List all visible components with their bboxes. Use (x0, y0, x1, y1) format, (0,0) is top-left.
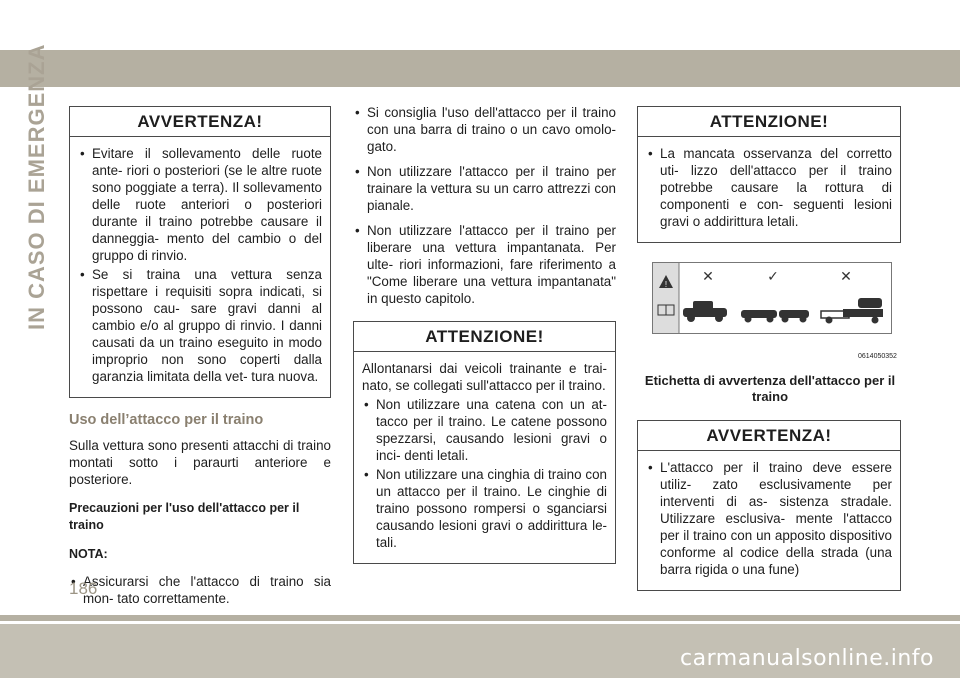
chapter-title: IN CASO DI EMERGENZA (24, 43, 49, 330)
image-code: 0614050352 (858, 353, 897, 360)
image-caption: Etichetta di avvertenza dell'attacco per il traino (644, 373, 896, 404)
footer-line (0, 615, 960, 621)
column-1 (69, 106, 331, 609)
cross-icon: ✕ (840, 269, 852, 285)
paragraph: Sulla vettura sono presenti attacchi di traino montati sotto i paraurti anteriore e posteriore. (69, 438, 331, 487)
note-item: • Assicurarsi che l'attacco di traino sia mon- tato correttamente. (69, 573, 331, 607)
warning-title: AVVERTENZA! (70, 107, 330, 137)
caution-intro: Allontanarsi dai veicoli trainante e trai- nato, se collegati sull'attacco per il traino. (362, 361, 607, 393)
caution-item: • Non utilizzare una cinghia di traino con un attacco per il traino. Le cinghie di traino possono rompersi o sganciarsi causando lesioni gravi o addirittura le- tali. (362, 466, 607, 551)
warning-item: • L'attacco per il traino deve essere utiliz- zato esclusivamente per interventi di as- sistenza stradale. Utilizzare esclusiva- mente l'attacco per il traino con un apposito dispositivo conforme al codice della strada (una barra rigida o una fune) (646, 459, 892, 578)
column-3-lower (637, 420, 901, 591)
note-label: NOTA: (69, 547, 108, 561)
column-3 (637, 106, 901, 243)
header-strip (0, 0, 960, 50)
caution-item: • Non utilizzare una catena con un at- tacco per il traino. Le catene possono spezzarsi, causando lesioni gravi o inci- denti letali. (362, 396, 607, 464)
warning-box (69, 106, 331, 398)
caution-box (353, 321, 616, 564)
warning-item: • Se si traina una vettura senza rispettare i requisiti sopra indicati, si possono cau- sare gravi danni al cambio e/o al gruppo di rinvio. I danni causati da un traino eseguito in modo improprio non sono coperti dalla garanzia limitata della vet- tura nuova. (78, 266, 322, 385)
list-item: • Si consiglia l'uso dell'attacco per il traino con una barra di traino o un cavo omolo- gato. (353, 104, 616, 155)
caution-title: ATTENZIONE! (638, 107, 900, 137)
warning-item: • Evitare il sollevamento delle ruote ante- riori o posteriori (se le altre ruote sono poggiate a terra). Il sollevamento delle ruote anteriori o posteriori durante il traino potrebbe causare il danneggia- mento del cambio o del gruppo di rinvio. (78, 145, 322, 264)
check-icon: ✓ (767, 269, 779, 285)
header-band (0, 50, 960, 87)
column-2 (353, 104, 616, 564)
page-number: 186 (69, 579, 98, 598)
section-heading: Uso dell’attacco per il traino (69, 412, 264, 428)
tow-label-illustration (653, 263, 891, 333)
tow-hook-warning-label-image (652, 262, 892, 334)
caution-item: • La mancata osservanza del corretto uti- lizzo dell'attacco per il traino potrebbe causare la rottura di componenti e con- seguenti lesioni gravi o addirittura letali. (646, 145, 892, 230)
watermark: carmanualsonline.info (680, 646, 934, 671)
list-item: • Non utilizzare l'attacco per il traino per trainare la vettura su un carro attrezzi con pianale. (353, 163, 616, 214)
subheading: Precauzioni per l'uso dell'attacco per il traino (69, 501, 300, 532)
caution-title: ATTENZIONE! (354, 322, 615, 352)
svg-text:!: ! (664, 280, 668, 289)
warning-box (637, 420, 901, 591)
warning-title: AVVERTENZA! (638, 421, 900, 451)
list-item: • Non utilizzare l'attacco per il traino per liberare una vettura impantanata. Per ulte- riori informazioni, fare riferimento a "Come liberare una vettura impantanata" in questo capitolo. (353, 222, 616, 307)
cross-icon: ✕ (702, 269, 714, 285)
caution-box (637, 106, 901, 243)
